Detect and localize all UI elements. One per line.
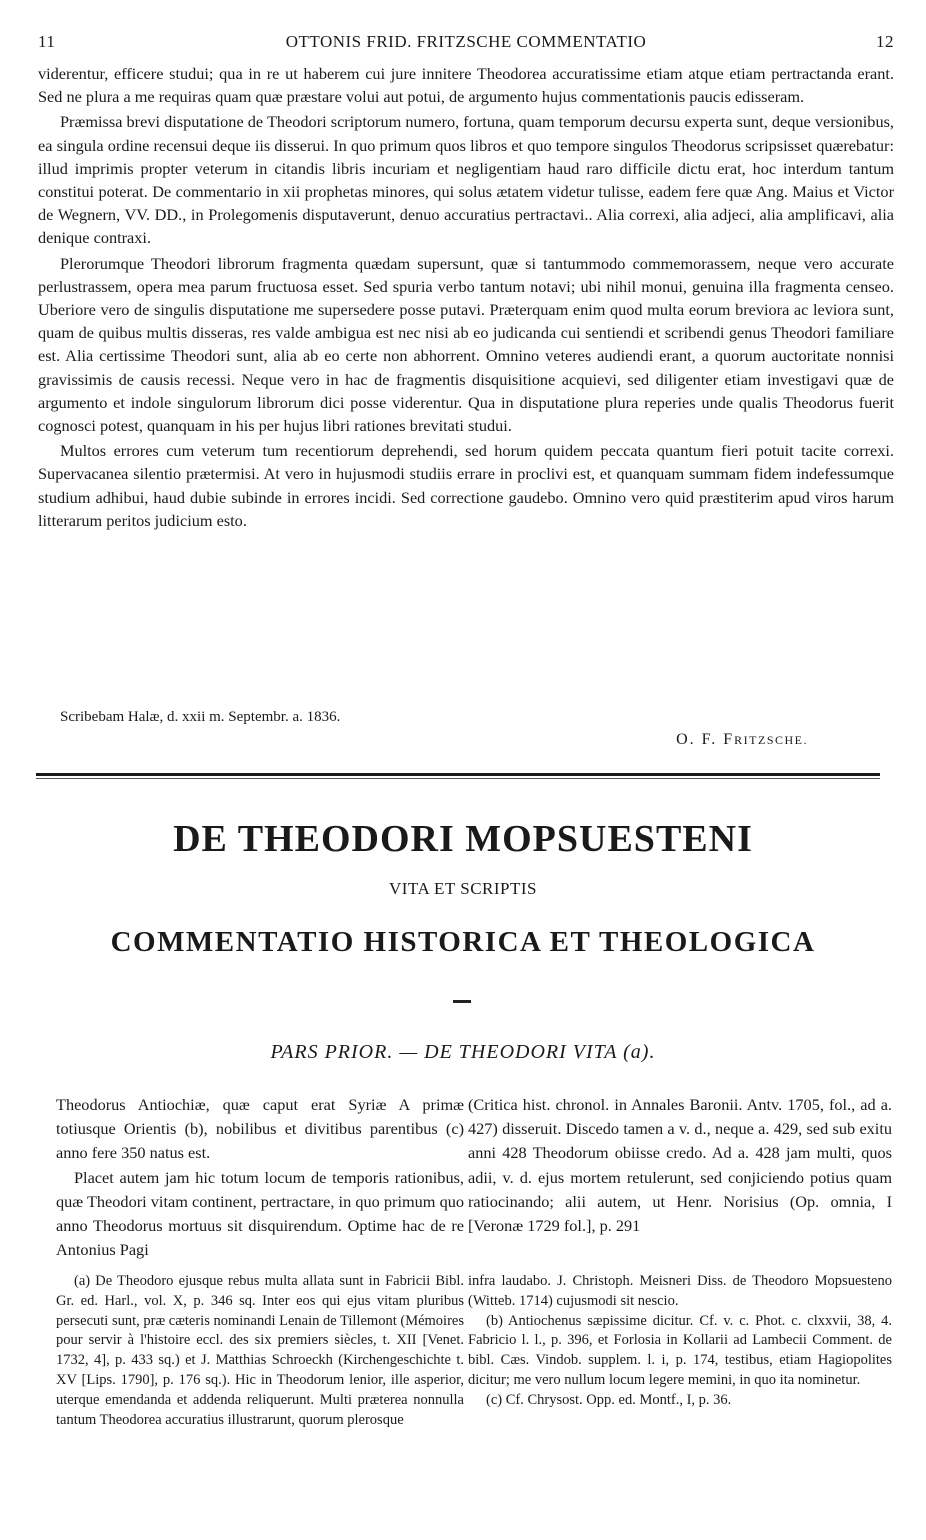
body-column-right [468, 1093, 892, 1238]
preface-paragraph: Plerorumque Theodori librorum fragmenta quædam supersunt, quæ si tantummodo commemorassem, neque vero accurate perlustrassem, opera mea parum fructuosa esset. Sed spuria verbo tantum notavi; ubi nihil monui, genuina illa fragmenta censeo. Uberiore vero de singulis disputatione me supersedere posse putavi. Præterquam enim quod multa eorum breviora ac leviora sunt, quam de quibus multis disseras, res valde ambigua est nec nisi ab eo judicanda cui sentiendi et scribendi genus Theodori familiare est. Alia certissime Theodori sunt, alia ab eo certe non abhorrent. Omnino veteres audiendi erant, a quorum auctoritate nonnisi gravissimis de causis recessi. Neque vero in hac de fragmentis disquisitione acquievi, sed diligenter etiam investigavi quæ de argumento et indole singulorum librorum dici posse viderentur. Qua in disputatione plura reperies unde qualis Theodorus fuerit cognosci potest, quanquam in his per hujus libri rationes brevitati studui. [38, 253, 894, 436]
subtitle: VITA ET SCRIPTIS [388, 879, 537, 898]
preface-paragraph: Præmissa brevi disputatione de Theodori scriptorum numero, fortuna, quam temporum decursu experta sunt, deque versionibus, ea singula ordine recensui deque iis disserui. In quo primum quos libros et quo tempore singulos Theodorus scripsisset quærebatur: illud imprimis propter veterum in citandis libris incuriam et negligentiam haud raro difficile dictu erat, hoc interdum tantum constitui poterat. De commentario in xii prophetas minores, qui solus ætatem videtur tulisse, eadem fere quæ Ang. Maius et Victor de Wegnern, VV. DD., in Prolegomenis disputaverunt, denuo accuratius pertractavi.. Alia correxi, alia adjeci, alia amplificavi, alia denique contraxi. [38, 112, 894, 248]
preface-paragraph: viderentur, efficere studui; qua in re ut haberem cui jure innitere Theodorea accuratissime etiam atque etiam pertractanda erant. Sed ne plura a me requiras quam quæ præstare volui aut potui, de argumento hujus commentationis paucis edisseram. [38, 64, 894, 107]
footnotes-left [56, 1272, 464, 1430]
main-title: DE THEODORI MOPSUESTENI [173, 818, 753, 860]
running-head [38, 30, 894, 54]
body-column-left [56, 1093, 464, 1262]
footnote: (a) De Theodoro ejusque rebus multa allata sunt in Fabricii Bibl. Gr. ed. Harl., vol. X, p. 346 sq. Inter eos qui ejus vitam pluribus persecuti sunt, præ cæteris nominandi Lenain de Tillemont (Mémoires pour servir à l'histoire eccl. des six premiers siècles, t. XII [Venet. 1732, 4], p. 433 sq.) et J. Matthias Schroeckh (Kirchengeschichte t. XV [Lips. 1790], p. 176 sq.). Hic in Theodorum lenior, ille asperior, uterque emendanda et addenda reliquerunt. Multi præterea nonnulla tantum Theodorea accuratius illustrarunt, quorum plerosque [56, 1273, 464, 1428]
footnotes-right [468, 1272, 892, 1411]
section-rule [36, 773, 880, 776]
body-paragraph: Theodorus Antiochiæ, quæ caput erat Syriæ A primæ totiusque Orientis (b), nobilibus et divitibus parentibus (c) anno fere 350 natus est. [56, 1095, 464, 1163]
body-paragraph: (Critica hist. chronol. in Annales Baronii. Antv. 1705, fol., ad a. 427) disseruit. Discedo tamen a v. d., neque a. 429, sed sub exitu anni 428 Theodorum obiisse credo. Ad a. 428 jam multi, quos adii, v. d. ejus mortem retulerunt, sed conjiciendo potius quam ratiocinando; alii autem, ut Henr. Norisius (Op. omnia, I [Veronæ 1729 fol.], p. 291 [468, 1095, 892, 1236]
preface-text [38, 62, 894, 534]
ornament-dash [453, 1000, 471, 1003]
section-rule-thin [36, 778, 880, 779]
dateline: Scribebam Halæ, d. xxii m. Septembr. a. 1836. [60, 709, 341, 725]
signature [676, 728, 808, 752]
signature-initials: O. F. F [676, 731, 735, 748]
signature-rest: RITZSCHE. [734, 733, 808, 747]
page-number-left: 11 [38, 32, 56, 51]
footnote: (c) Cf. Chrysost. Opp. ed. Montf., I, p. 36. [486, 1391, 732, 1408]
footnote: (b) Antiochenus sæpissime dicitur. Cf. v. c. Phot. c. clxxvii, 38, 4. Fabricio l. l., p. 396, et Forlosia in Kollarii ad Lambecii Comment. de bibl. Cæs. Vindob. supplem. l. i, p. 174, testibus, etiam Hagiopolites dicitur; me vero nullum locum legere memini, in quo ita nominetur. [468, 1312, 892, 1388]
footnote: infra laudabo. J. Christoph. Meisneri Diss. de Theodoro Mopsuesteno (Witteb. 1714) cujusmodi sit nescio. [468, 1273, 892, 1309]
page-number-right: 12 [876, 32, 894, 51]
running-head-title: OTTONIS FRID. FRITZSCHE COMMENTATIO [285, 32, 647, 51]
part-heading: PARS PRIOR. — DE THEODORI VITA (a). [270, 1041, 656, 1063]
preface-paragraph: Multos errores cum veterum tum recentiorum deprehendi, sed horum quidem peccata quantum fieri potuit tacite correxi. Supervacanea silentio prætermisi. At vero in hujusmodi studiis errare in proclivi est, et quanquam summam fidem indefessumque studium adhibui, haud dubie subinde in errores incidi. Sed correctione gaudebo. Omnino vero quid præstiterim apud viros harum litterarum peritos judicium esto. [38, 441, 894, 530]
body-paragraph: Placet autem jam hic totum locum de temporis rationibus, quæ Theodori vitam continent, pertractare, in quo primum quo anno Theodorus mortuus sit disquirendum. Optime hac de re Antonius Pagi [56, 1167, 464, 1260]
subtitle-commentatio: COMMENTATIO HISTORICA ET THEOLOGICA [110, 926, 816, 958]
